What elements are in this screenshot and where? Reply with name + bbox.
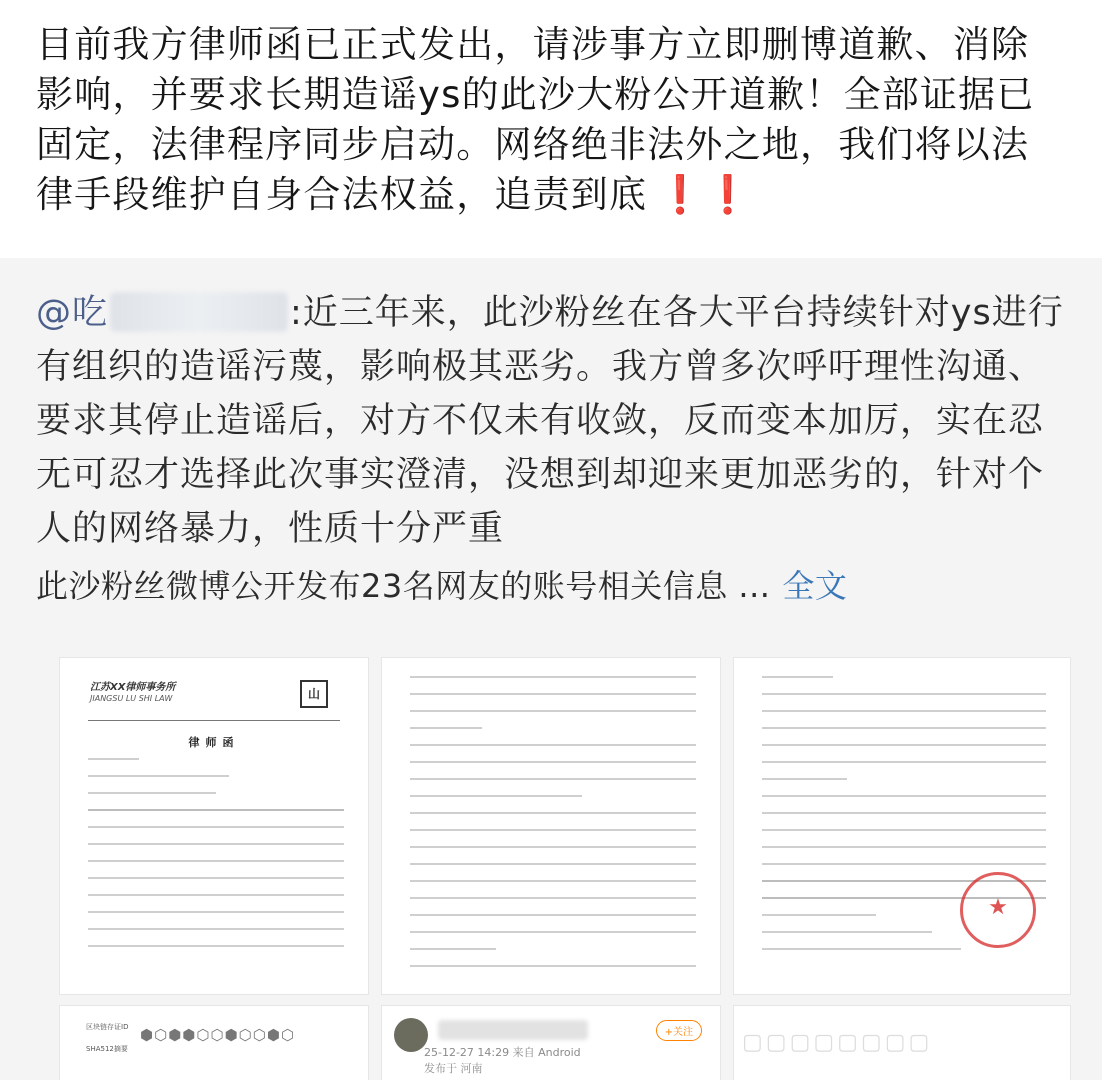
repost-summary <box>36 560 1066 612</box>
repost-line-text: :近三年来，此沙粉丝在各大平台持续针对ys进行 <box>290 293 1064 333</box>
loading-placeholder-icon: ▢▢▢▢▢▢▢▢ <box>742 1030 933 1055</box>
hex-pattern: ⬢⬡⬢⬢⬡⬡⬢⬡⬡⬢⬡ <box>140 1026 296 1044</box>
blurred-username <box>110 292 288 332</box>
lawyer-letter-image-1[interactable] <box>60 658 368 994</box>
sha512-label: SHA512摘要 <box>86 1045 128 1053</box>
blockchain-id-label: 区块链存证ID <box>86 1023 129 1031</box>
follow-button[interactable]: +关注 <box>656 1020 702 1041</box>
post-timestamp: 25-12-27 14:29 来自 Android <box>424 1046 581 1059</box>
full-text-link[interactable]: 全文 <box>782 567 848 605</box>
avatar[interactable] <box>394 1018 428 1052</box>
repost-line <box>36 286 1066 340</box>
firm-name: 江苏XX律师事务所 <box>90 682 176 693</box>
post-line: 固定，法律程序同步启动。网络绝非法外之地，我们将以法 <box>36 123 1030 166</box>
image-placeholder[interactable] <box>734 1006 1070 1080</box>
lawyer-letter-image-3[interactable] <box>734 658 1070 994</box>
repost-line: 人的网络暴力，性质十分严重 <box>36 509 505 549</box>
post-line: 目前我方律师函已正式发出，请涉事方立即删博道歉、消除 <box>36 23 1030 66</box>
firm-logo-icon: 山 <box>300 680 328 708</box>
repost-text <box>36 286 1066 556</box>
document-text-lines <box>88 758 344 962</box>
comment-card[interactable] <box>382 1006 720 1080</box>
blurred-username <box>438 1020 588 1040</box>
post-location: 发布于 河南 <box>424 1062 483 1075</box>
user-mention-link[interactable]: @吃 <box>36 293 109 333</box>
red-seal-stamp: ★ <box>960 872 1036 948</box>
repost-line: 无可忍才选择此次事实澄清，没想到却迎来更加恶劣的，针对个 <box>36 455 1045 495</box>
exclamation-icon: ❗❗ <box>657 173 752 216</box>
document-title: 律师函 <box>188 736 240 749</box>
blockchain-image-thumb[interactable] <box>60 1006 368 1080</box>
post-line <box>36 170 1066 220</box>
post-line-text: 律手段维护自身合法权益，追责到底 <box>36 173 648 216</box>
post-body <box>0 0 1102 258</box>
divider <box>88 720 340 721</box>
document-text-lines <box>410 676 696 982</box>
post-line: 影响，并要求长期造谣ys的此沙大粉公开道歉！全部证据已 <box>36 73 1035 116</box>
summary-text: 此沙粉丝微博公开发布23名网友的账号相关信息 ... <box>36 567 771 605</box>
repost-line: 有组织的造谣污蔑，影响极其恶劣。我方曾多次呼吁理性沟通、 <box>36 347 1045 387</box>
repost-line: 要求其停止造谣后，对方不仅未有收敛，反而变本加厉，实在忍 <box>36 401 1045 441</box>
firm-subtitle: JIANGSU LU SHI LAW <box>90 694 173 703</box>
lawyer-letter-image-2[interactable] <box>382 658 720 994</box>
